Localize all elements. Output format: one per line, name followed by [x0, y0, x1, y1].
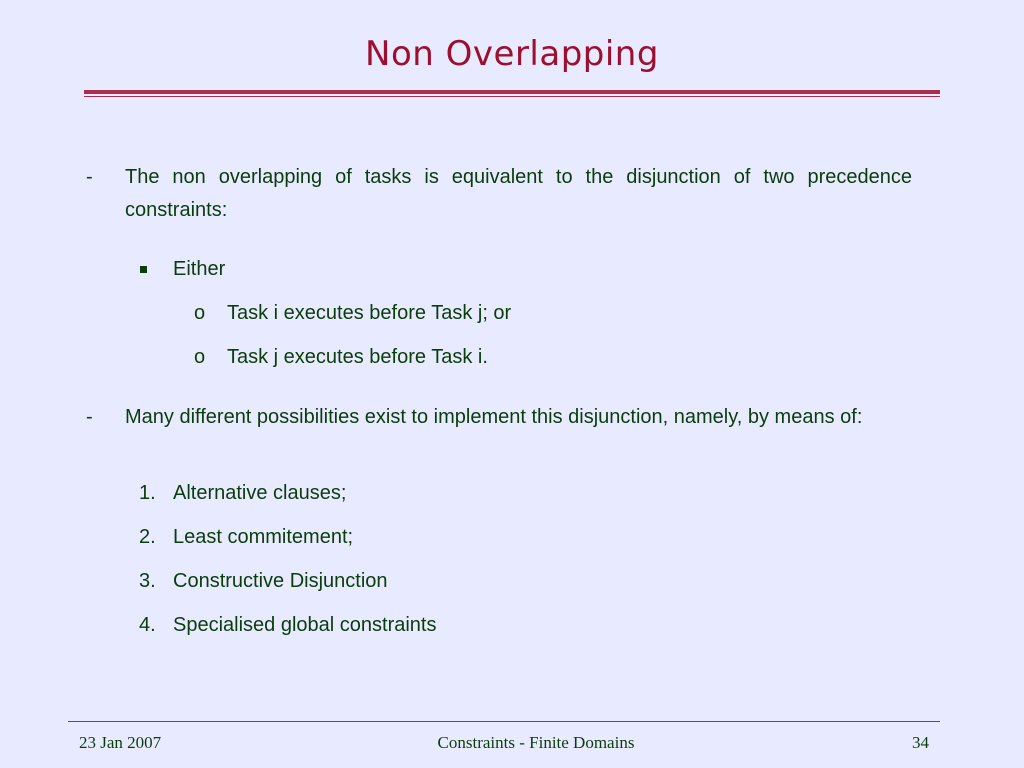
list-item-1: Alternative clauses;: [173, 482, 347, 504]
slide-title: Non Overlapping: [365, 34, 659, 74]
list-item-3: Constructive Disjunction: [173, 570, 388, 592]
option-2-text: Task j executes before Task i.: [227, 346, 488, 368]
square-bullet-icon: [140, 266, 147, 273]
o-bullet-1: o: [194, 302, 206, 324]
footer-page-number: 34: [912, 733, 929, 752]
footer-divider: [68, 721, 940, 722]
title-underline-thick: [84, 90, 940, 94]
list-number-2: 2.: [139, 526, 156, 548]
o-bullet-2: o: [194, 346, 206, 368]
dash-bullet-2: -: [86, 406, 93, 428]
footer-course: Constraints - Finite Domains: [437, 733, 635, 752]
list-number-1: 1.: [139, 482, 156, 504]
point-1-text: The non overlapping of tasks is equivalent to the disjunction of two precedence constraints:: [125, 166, 912, 221]
list-number-3: 3.: [139, 570, 156, 592]
list-item-2: Least commitement;: [173, 526, 354, 548]
title-underline-thin: [84, 96, 940, 97]
point-2-text: Many different possibilities exist to implement this disjunction, namely, by means of:: [125, 406, 863, 428]
option-1-text: Task i executes before Task j; or: [227, 302, 512, 324]
dash-bullet-1: -: [86, 166, 93, 188]
list-number-4: 4.: [139, 614, 156, 636]
either-label: Either: [173, 258, 226, 280]
list-item-4: Specialised global constraints: [173, 614, 437, 636]
footer-date: 23 Jan 2007: [79, 733, 162, 752]
